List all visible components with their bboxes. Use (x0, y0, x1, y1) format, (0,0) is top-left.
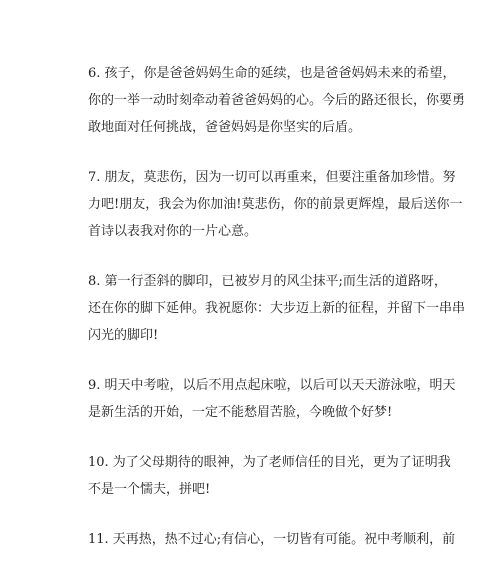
paragraph-11 (88, 526, 456, 553)
paragraph-line: 11. 天再热，热不过心;有信心，一切皆有可能。祝中考顺利，前 (88, 532, 456, 547)
paragraph-line: 你的一举一动时刻牵动着爸爸妈妈的心。今后的路还很长，你要勇 (88, 93, 466, 108)
paragraph-line: 9. 明天中考啦，以后不用点起床啦，以后可以天天游泳啦，明天 (88, 378, 456, 393)
paragraph-line: 力吧!朋友，我会为你加油!莫悲伤，你的前景更辉煌，最后送你一 (88, 197, 463, 212)
paragraph-8 (88, 268, 466, 349)
paragraph-line: 不是一个懦夫，拼吧! (88, 482, 211, 497)
paragraph-10 (88, 449, 451, 503)
paragraph-line: 6. 孩子，你是爸爸妈妈生命的延续，也是爸爸妈妈未来的希望， (88, 66, 456, 81)
paragraph-9 (88, 372, 456, 426)
paragraph-line: 首诗以表我对你的一片心意。 (88, 224, 258, 239)
paragraph-line: 闪光的脚印! (88, 328, 159, 343)
paragraph-6 (88, 60, 466, 141)
paragraph-line: 7. 朋友，莫悲伤，因为一切可以再重来，但要注重备加珍惜。努 (88, 170, 456, 185)
paragraph-line: 是新生活的开始，一定不能愁眉苦脸，今晚做个好梦! (88, 405, 393, 420)
paragraph-line: 还在你的脚下延伸。我祝愿你：大步迈上新的征程，并留下一串串 (88, 301, 466, 316)
paragraph-7 (88, 164, 463, 245)
paragraph-line: 敢地面对任何挑战，爸爸妈妈是你坚实的后盾。 (88, 120, 362, 135)
paragraph-line: 8. 第一行歪斜的脚印，已被岁月的风尘抹平;而生活的道路呀， (88, 274, 447, 289)
paragraph-line: 10. 为了父母期待的眼神，为了老师信任的目光，更为了证明我 (88, 455, 451, 470)
